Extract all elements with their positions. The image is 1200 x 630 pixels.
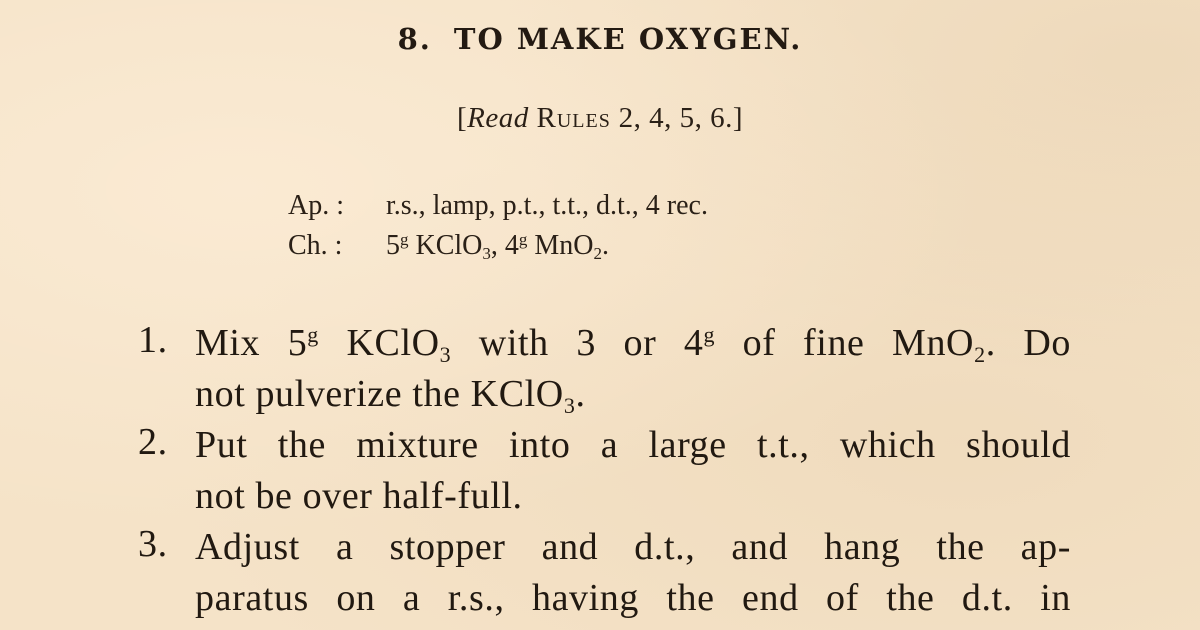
formula-subscript: 2	[974, 342, 986, 367]
apparatus-label: Ap. :	[288, 190, 344, 221]
step-text	[195, 318, 1071, 420]
chem-unit-2: g	[518, 230, 528, 249]
section-heading	[0, 22, 1200, 56]
chem-formula-2: MnO	[534, 230, 594, 261]
step-line: not be over half-full.	[195, 475, 523, 517]
apparatus-row	[288, 186, 708, 226]
apparatus-value: r.s., lamp, p.t., t.t., d.t., 4 rec.	[386, 190, 708, 221]
text-run: .	[575, 373, 586, 415]
step-text	[195, 420, 1071, 522]
step-line	[195, 318, 1071, 369]
chemicals-row	[288, 226, 708, 266]
step-line: paratus on a r.s., having the end of the d.t. in	[195, 577, 1071, 619]
chem-formula-1-sub: 3	[482, 244, 491, 263]
text-run: with 3 or 4	[451, 322, 704, 364]
steps-list	[138, 318, 1078, 624]
text-run: Mix 5	[195, 322, 308, 364]
rules-label: Rules	[536, 102, 611, 134]
formula-subscript: 3	[439, 342, 452, 367]
text-run: not pulverize the KClO	[195, 373, 564, 415]
step-number: 3.	[138, 523, 168, 565]
chem-unit-1: g	[400, 230, 409, 249]
chem-formula-2-sub: 2	[593, 244, 603, 263]
step-2	[138, 420, 1078, 522]
materials-block	[288, 186, 708, 266]
open-bracket: [	[456, 102, 468, 134]
chemicals-label: Ch. :	[288, 230, 343, 261]
rules-numbers: 2, 4, 5, 6.	[618, 102, 733, 134]
chemicals-value	[386, 226, 609, 266]
formula-subscript: 3	[563, 393, 576, 418]
text-run: KClO	[318, 322, 440, 364]
step-text	[195, 522, 1071, 624]
step-3	[138, 522, 1078, 624]
chem-amount-2: 4	[504, 230, 519, 261]
step-line	[195, 369, 1071, 420]
rules-reference	[0, 102, 1200, 135]
chem-end: .	[602, 230, 610, 261]
section-number: 8.	[397, 22, 432, 56]
unit-superscript: g	[307, 322, 319, 347]
step-number: 1.	[138, 319, 168, 361]
step-line: Adjust a stopper and d.t., and hang the ap-	[195, 526, 1071, 568]
text-run: of fine MnO	[715, 322, 975, 364]
chem-amount-1: 5	[386, 230, 400, 261]
chem-formula-1: KClO	[415, 230, 483, 261]
text-run: . Do	[985, 322, 1071, 364]
section-title: TO MAKE OXYGEN.	[453, 22, 803, 56]
chem-separator: ,	[490, 230, 505, 261]
unit-superscript: g	[703, 322, 716, 347]
step-number: 2.	[138, 421, 168, 463]
close-bracket: ]	[732, 102, 744, 134]
step-1	[138, 318, 1078, 420]
read-label: Read	[467, 102, 529, 134]
step-line: Put the mixture into a large t.t., which should	[195, 424, 1071, 466]
